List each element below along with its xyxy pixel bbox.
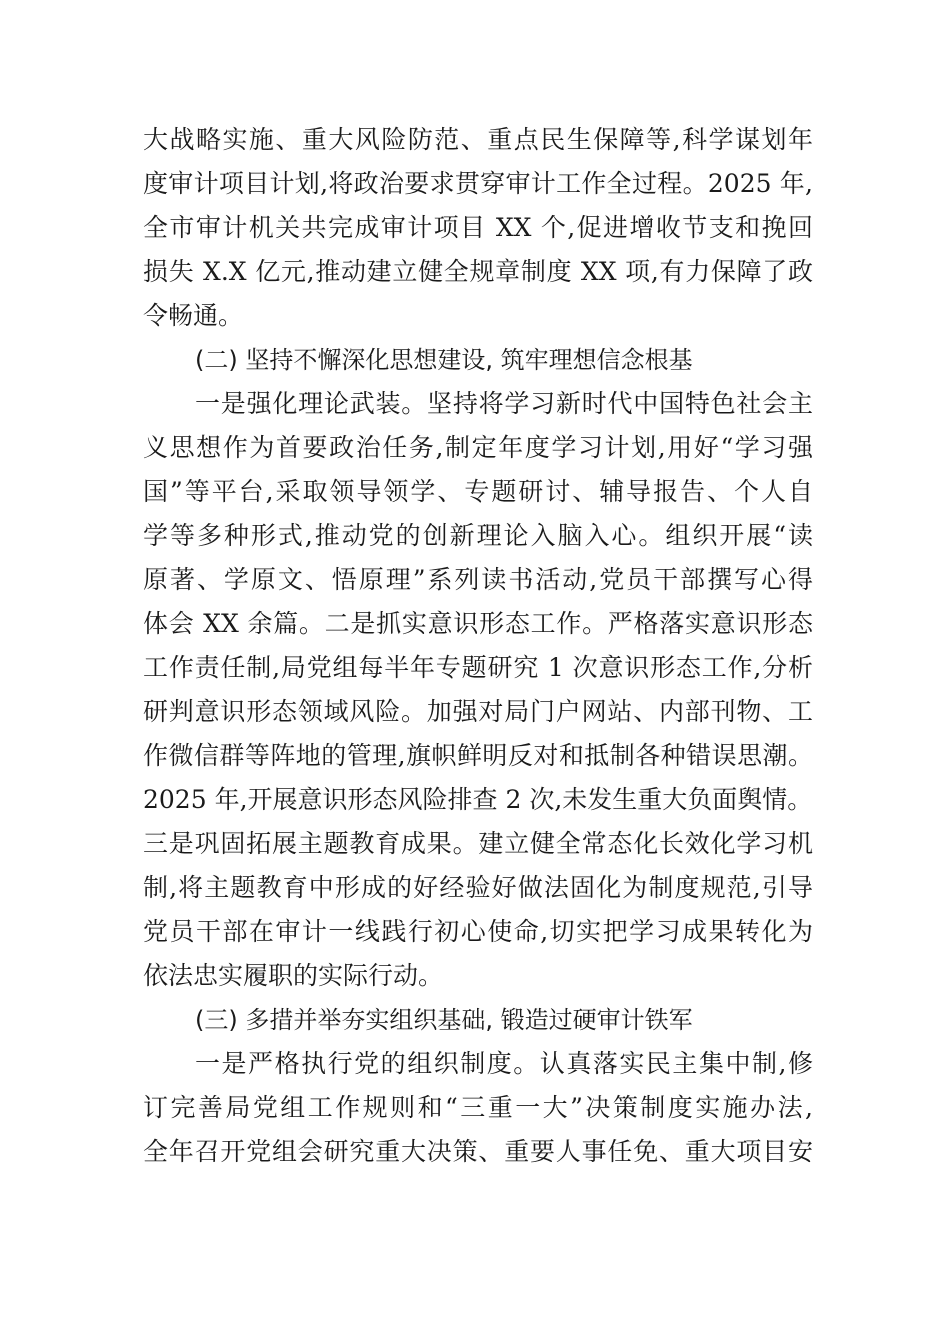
text-line: 研判意识形态领域风险。加强对局门户网站、内部刊物、工 [143, 697, 813, 726]
text-line: 订完善局党组工作规则和“三重一大”决策制度实施办法, [143, 1093, 813, 1122]
text-line: 义思想作为首要政治任务,制定年度学习计划,用好“学习强 [143, 433, 813, 462]
text-line: 作微信群等阵地的管理,旗帜鲜明反对和抵制各种错误思潮。 [143, 741, 813, 770]
text-line: 党员干部在审计一线践行初心使命,切实把学习成果转化为 [143, 917, 813, 946]
text-line: 一是强化理论武装。坚持将学习新时代中国特色社会主 [195, 389, 813, 418]
body-text [143, 118, 813, 1174]
text-line: 令畅通。 [143, 301, 244, 330]
text-line: 原著、学原文、悟原理”系列读书活动,党员干部撰写心得 [143, 565, 813, 594]
text-line: 三是巩固拓展主题教育成果。建立健全常态化长效化学习机 [143, 829, 813, 858]
text-line: 制,将主题教育中形成的好经验好做法固化为制度规范,引导 [143, 873, 813, 902]
text-line: 损失 X.X 亿元,推动建立健全规章制度 XX 项,有力保障了政 [143, 257, 813, 286]
text-line: 度审计项目计划,将政治要求贯穿审计工作全过程。2025 年, [143, 169, 813, 198]
text-line: 一是严格执行党的组织制度。认真落实民主集中制,修 [195, 1049, 813, 1078]
text-line: 工作责任制,局党组每半年专题研究 1 次意识形态工作,分析 [143, 653, 813, 682]
section-heading-3: (三) 多措并举夯实组织基础, 锻造过硬审计铁军 [195, 1006, 693, 1034]
section-heading-2: (二) 坚持不懈深化思想建设, 筑牢理想信念根基 [195, 346, 693, 374]
text-line: 2025 年,开展意识形态风险排查 2 次,未发生重大负面舆情。 [143, 785, 813, 814]
text-line: 国”等平台,采取领导领学、专题研讨、辅导报告、个人自 [143, 477, 813, 506]
text-line: 体会 XX 余篇。二是抓实意识形态工作。严格落实意识形态 [143, 609, 813, 638]
text-line: 大战略实施、重大风险防范、重点民生保障等,科学谋划年 [143, 125, 813, 154]
text-line: 学等多种形式,推动党的创新理论入脑入心。组织开展“读 [143, 521, 813, 550]
text-line: 全市审计机关共完成审计项目 XX 个,促进增收节支和挽回 [143, 213, 813, 242]
text-line: 依法忠实履职的实际行动。 [143, 961, 444, 990]
text-line: 全年召开党组会研究重大决策、重要人事任免、重大项目安 [143, 1137, 813, 1166]
